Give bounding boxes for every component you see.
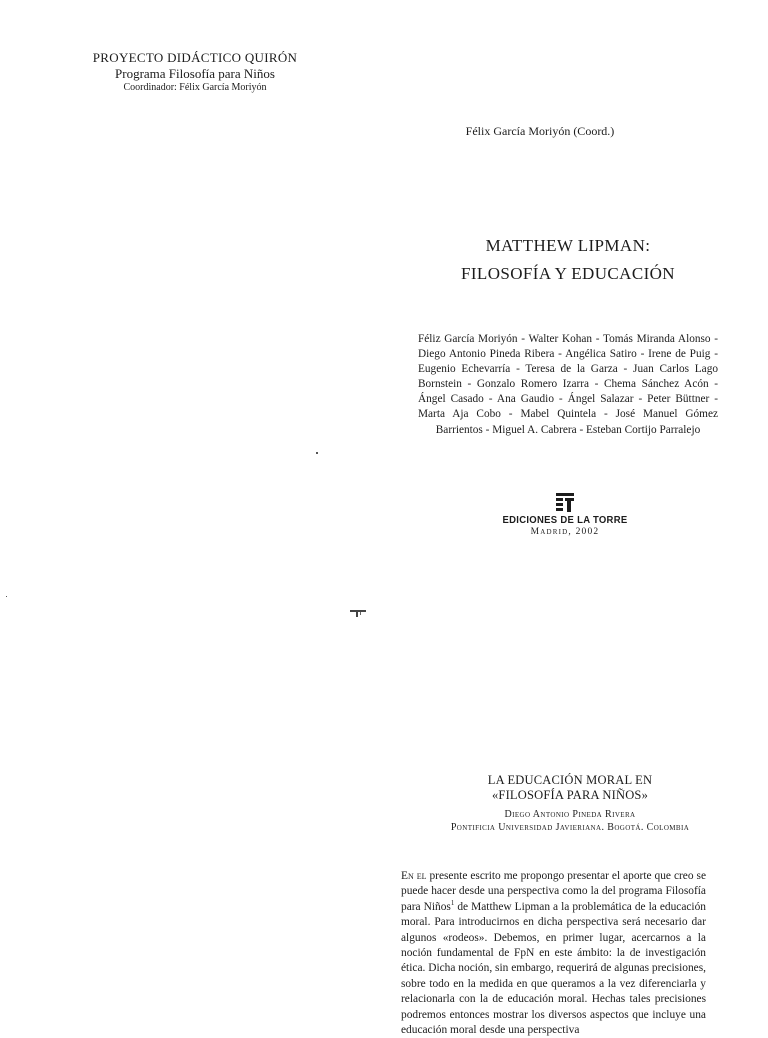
book-title bbox=[418, 232, 718, 288]
article-body-paragraph bbox=[401, 869, 706, 1038]
series-title: PROYECTO DIDÁCTICO QUIRÓN bbox=[92, 50, 298, 65]
body-lead: En el bbox=[401, 870, 427, 882]
scan-mark-icon bbox=[350, 608, 368, 618]
article-byline bbox=[400, 808, 740, 834]
series-header bbox=[60, 50, 330, 95]
publisher-logo-icon bbox=[554, 492, 576, 512]
book-title-line-1: MATTHEW LIPMAN: bbox=[485, 236, 651, 255]
author-list: Féliz García Moriyón - Walter Kohan - Tomás Miranda Alonso - Diego Antonio Pineda Ribera - Angélica Satiro - Irene de Puig - Eugenio Echevarría - Teresa de la Garza - Juan Carlos Lago Bornstein - Gonzalo Romero Izarra - Chema Sánchez Acón - Ángel Casado - Ana Gaudio - Ángel Salazar - Peter Büttner - Marta Aja Cobo - Mabel Quintela - José Manuel Gómez Barrientos - Miguel A. Cabrera - Esteban Cortijo Parralejo bbox=[418, 333, 718, 436]
series-coordinator: Coordinador: Félix García Moriyón bbox=[123, 82, 267, 93]
footnote-ref: 1 bbox=[450, 899, 455, 908]
scan-speck bbox=[316, 452, 318, 454]
publisher-place: Madrid, 2002 bbox=[530, 527, 600, 537]
article-title-line-1: LA EDUCACIÓN MORAL EN bbox=[487, 773, 653, 787]
publisher-name: EDICIONES DE LA TORRE bbox=[502, 514, 628, 527]
article-title bbox=[420, 773, 720, 803]
body-text-part-2: de Matthew Lipman a la problemática de la educación moral. Para introducirnos en dicha perspectiva será necesario dar algunos «rodeos». Debemos, en primer lugar, acercarnos a la noción fundamental de FpN en este ámbito: la de investigación ética. Dicha noción, sin embargo, requerirá de algunas precisiones, sobre todo en la medida en que queramos a la vez diferenciarla y relacionarla con la de educación moral. Hechas tales precisiones podremos entonces mostrar los diversos aspectos que incluye una educación moral desde una perspectiva bbox=[401, 900, 706, 1037]
article-title-line-2: «FILOSOFÍA PARA NIÑOS» bbox=[491, 788, 649, 802]
book-coordinator: Félix García Moriyón (Coord.) bbox=[465, 124, 615, 138]
scan-speck-left bbox=[6, 596, 7, 597]
book-title-line-2: FILOSOFÍA Y EDUCACIÓN bbox=[461, 264, 675, 283]
article-author: Diego Antonio Pineda Rivera bbox=[504, 809, 636, 820]
body-text-part-1: presente escrito me propongo presentar el aporte que creo se puede hacer desde una perspectiva como la del programa Filosofía para Niños bbox=[401, 870, 706, 913]
series-subtitle: Programa Filosofía para Niños bbox=[115, 66, 275, 81]
article-institution: Pontificia Universidad Javieriana. Bogotá. Colombia bbox=[450, 822, 690, 833]
publisher-block bbox=[470, 492, 660, 538]
